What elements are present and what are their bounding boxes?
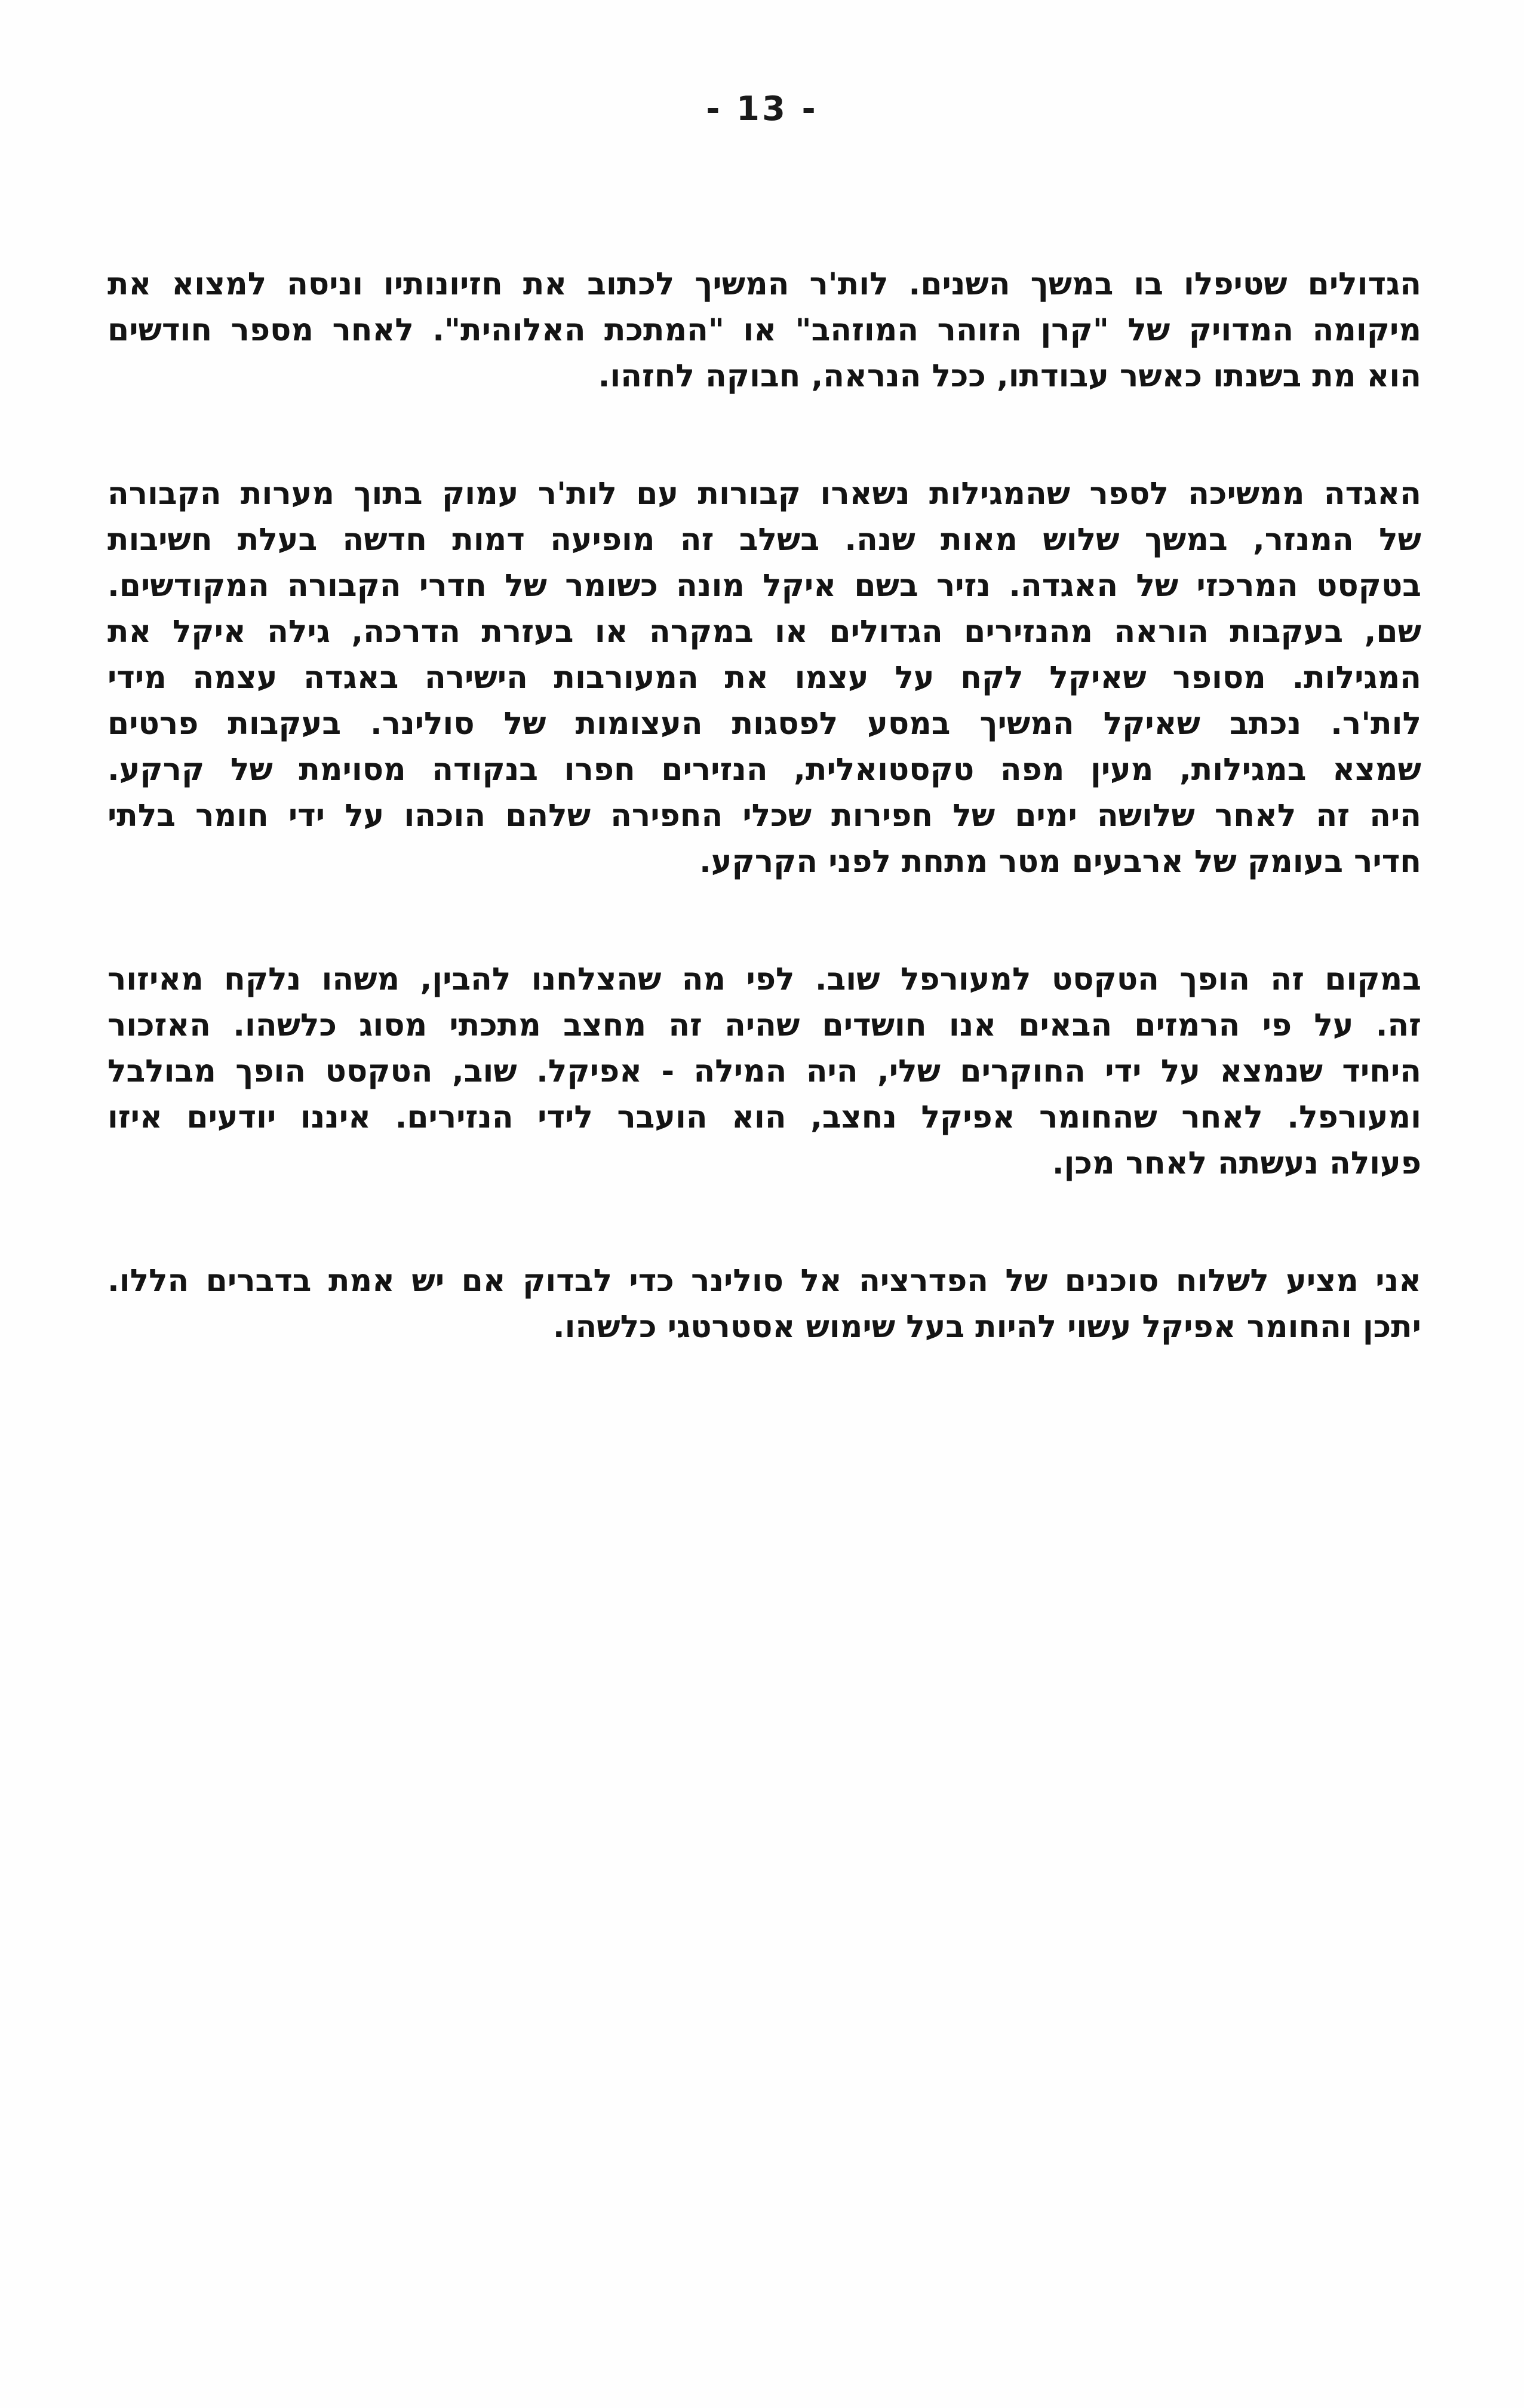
body-text [107, 262, 1421, 1422]
text-line: מיקומה המדויק של "קרן הזוהר המוזהב" או "המתכת האלוהית". לאחר מספר חודשים [107, 312, 1421, 348]
text-line: חדיר בעומק של ארבעים מטר מתחת לפני הקרקע. [699, 844, 1421, 880]
text-line: יתכן והחומר אפיקל עשוי להיות בעל שימוש אסטרטגי כלשהו. [552, 1309, 1421, 1345]
text-line: המגילות. מסופר שאיקל לקח על עצמו את המעורבות הישירה באגדה עצמה מידי [107, 660, 1421, 696]
paragraph-2 [107, 471, 1421, 885]
text-line: שם, בעקבות הוראה מהנזירים הגדולים או במקרה או בעזרת הדרכה, גילה איקל את [107, 614, 1421, 650]
text-line: פעולה נעשתה לאחר מכן. [1052, 1145, 1421, 1181]
text-line: שמצא במגילות, מעין מפה טקסטואלית, הנזירים חפרו בנקודה מסוימת של קרקע. [107, 752, 1421, 788]
text-line: במקום זה הופך הטקסט למעורפל שוב. לפי מה שהצלחנו להבין, משהו נלקח מאיזור [107, 962, 1421, 997]
text-line: הוא מת בשנתו כאשר עבודתו, ככל הנראה, חבוקה לחזהו. [598, 358, 1421, 394]
text-line: ומעורפל. לאחר שהחומר אפיקל נחצב, הוא הועבר לידי הנזירים. איננו יודעים איזו [107, 1099, 1421, 1135]
text-line: היה זה לאחר שלושה ימים של חפירות שכלי החפירה שלהם הוכהו על ידי חומר בלתי [107, 798, 1421, 834]
text-line: לות'ר. נכתב שאיקל המשיך במסע לפסגות העצומות של סולינר. בעקבות פרטים [107, 706, 1421, 742]
text-line: היחיד שנמצא על ידי החוקרים שלי, היה המילה - אפיקל. שוב, הטקסט הופך מבולבל [107, 1054, 1421, 1089]
text-line: בטקסט המרכזי של האגדה. נזיר בשם איקל מונה כשומר של חדרי הקבורה המקודשים. [107, 568, 1421, 604]
paragraph-3 [107, 957, 1421, 1187]
paragraph-4 [107, 1258, 1421, 1350]
text-line: זה. על פי הרמזים הבאים אנו חושדים שהיה זה מחצב מתכתי מסוג כלשהו. האזכור [107, 1008, 1421, 1043]
page-number: - 13 - [706, 90, 818, 128]
text-line: הגדולים שטיפלו בו במשך השנים. לות'ר המשיך לכתוב את חזיונותיו וניסה למצוא את [107, 266, 1421, 302]
text-line: של המנזר, במשך שלוש מאות שנה. בשלב זה מופיעה דמות חדשה בעלת חשיבות [107, 522, 1421, 558]
text-line: אני מציע לשלוח סוכנים של הפדרציה אל סולינר כדי לבדוק אם יש אמת בדברים הללו. [107, 1263, 1421, 1299]
text-line: האגדה ממשיכה לספר שהמגילות נשארו קבורות עם לות'ר עמוק בתוך מערות הקבורה [107, 476, 1421, 512]
paragraph-1 [107, 262, 1421, 400]
